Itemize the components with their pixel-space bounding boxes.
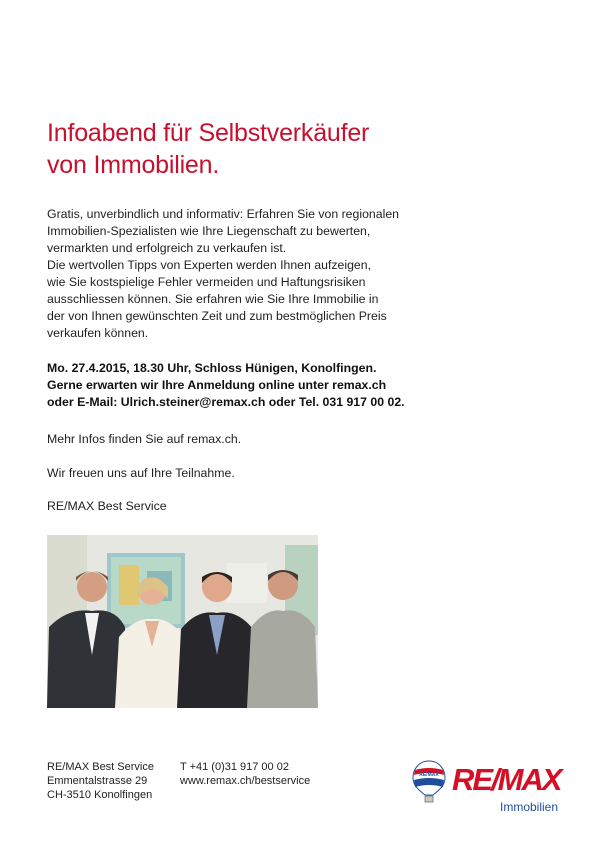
body-line: vermarkten und erfolgreich zu verkaufen ist. bbox=[47, 241, 287, 255]
body-line: verkaufen können. bbox=[47, 326, 149, 340]
footer-company: RE/MAX Best Service bbox=[47, 761, 154, 773]
event-registration: Gerne erwarten wir Ihre Anmeldung online unter remax.ch bbox=[47, 378, 387, 392]
event-details bbox=[47, 360, 405, 411]
footer-phone: T +41 (0)31 917 00 02 bbox=[180, 761, 289, 773]
body-line: Gratis, unverbindlich und informativ: Erfahren Sie von regionalen bbox=[47, 207, 400, 221]
body-line: wie Sie kostspielige Fehler vermeiden und Haftungsrisiken bbox=[47, 275, 366, 289]
page-title bbox=[47, 117, 369, 181]
event-date-location: Mo. 27.4.2015, 18.30 Uhr, Schloss Hünigen, Konolfingen. bbox=[47, 361, 377, 375]
body-line: Immobilien-Spezialisten wie Ihre Liegenschaft zu bewerten, bbox=[47, 224, 371, 238]
footer-city: CH-3510 Konolfingen bbox=[47, 789, 153, 801]
more-info-text: Mehr Infos finden Sie auf remax.ch. bbox=[47, 432, 242, 446]
footer-street: Emmentalstrasse 29 bbox=[47, 775, 148, 787]
event-contact: oder E-Mail: Ulrich.steiner@remax.ch oder Tel. 031 917 00 02. bbox=[47, 395, 405, 409]
balloon-icon bbox=[412, 760, 446, 804]
team-photo bbox=[47, 535, 318, 708]
remax-subtitle: Immobilien bbox=[500, 800, 559, 814]
footer-contact bbox=[180, 760, 310, 788]
body-line: der von Ihnen gewünschten Zeit und zum bestmöglichen Preis bbox=[47, 309, 387, 323]
remax-wordmark: RE/MAX bbox=[452, 762, 561, 797]
balloon-label: RE/MAX bbox=[419, 772, 439, 778]
title-line-1: Infoabend für Selbstverkäufer bbox=[47, 119, 370, 147]
footer-address bbox=[47, 760, 154, 802]
body-line: ausschliessen können. Sie erfahren wie Sie Ihre Immobilie in bbox=[47, 292, 379, 306]
title-line-2: von Immobilien. bbox=[47, 151, 220, 179]
body-line: Die wertvollen Tipps von Experten werden Ihnen aufzeigen, bbox=[47, 258, 372, 272]
signature-text: RE/MAX Best Service bbox=[47, 499, 167, 513]
footer-web[interactable]: www.remax.ch/bestservice bbox=[180, 775, 311, 787]
closing-text: Wir freuen uns auf Ihre Teilnahme. bbox=[47, 466, 235, 480]
intro-paragraph bbox=[47, 206, 467, 342]
